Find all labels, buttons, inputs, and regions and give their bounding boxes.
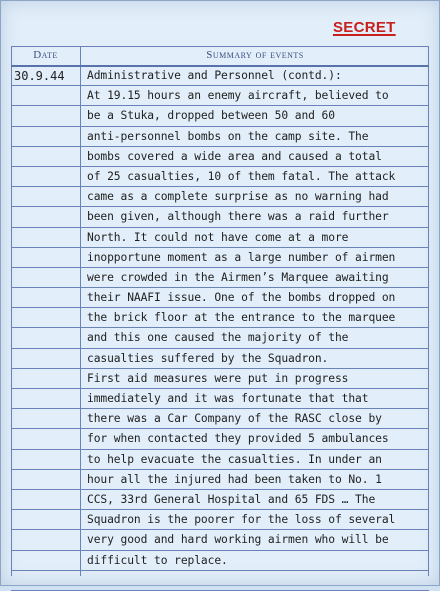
summary-line: and this one caused the majority of the	[87, 331, 349, 345]
summary-line: hour all the injured had been taken to No. 1	[87, 472, 382, 486]
table-row	[11, 349, 429, 369]
summary-line: of 25 casualties, 10 of them fatal. The attack	[87, 169, 396, 183]
summary-line: for when contacted they provided 5 ambulances	[87, 432, 389, 446]
table-row	[11, 510, 429, 530]
summary-line: been given, although there was a raid further	[87, 210, 389, 224]
summary-line: their NAAFI issue. One of the bombs dropped on	[87, 291, 396, 305]
table-row	[11, 429, 429, 449]
table-row	[11, 127, 429, 147]
table-row	[11, 66, 429, 86]
summary-line: immediately and it was fortunate that that	[87, 392, 369, 405]
table-row	[11, 228, 429, 248]
date-column-header: Date	[33, 49, 58, 61]
table-row	[11, 308, 429, 328]
summary-line: the brick floor at the entrance to the marquee	[87, 311, 396, 325]
table-row	[11, 470, 429, 490]
table-row	[11, 409, 429, 429]
table-row	[11, 248, 429, 268]
summary-line: Squadron is the poorer for the loss of several	[87, 513, 396, 527]
secret-stamp: SECRET	[333, 19, 396, 36]
table-row	[11, 389, 429, 409]
summary-line: CCS, 33rd General Hospital and 65 FDS … The	[87, 492, 376, 506]
table-row	[11, 571, 429, 591]
summary-line: casualties suffered by the Squadron.	[87, 351, 329, 365]
table-row	[11, 147, 429, 167]
table-row	[11, 328, 429, 348]
table-header	[11, 46, 429, 67]
entry-date: 30.9.44	[14, 69, 65, 83]
events-table	[11, 46, 429, 576]
summary-line: bombs covered a wide area and caused a total	[87, 149, 382, 163]
table-row	[11, 187, 429, 207]
summary-line: inopportune moment as a large number of airmen	[87, 250, 396, 264]
table-row	[11, 450, 429, 470]
summary-line: to help evacuate the casualties. In under an	[87, 452, 382, 466]
summary-line: Administrative and Personnel (contd.):	[87, 69, 342, 82]
entry-rows	[11, 66, 429, 591]
summary-line: very good and hard working airmen who will be	[87, 533, 389, 547]
summary-line: First aid measures were put in progress	[87, 371, 349, 385]
summary-line: North. It could not have come at a more	[87, 230, 349, 244]
table-row	[11, 86, 429, 106]
table-row	[11, 167, 429, 187]
table-row	[11, 551, 429, 571]
table-row	[11, 369, 429, 389]
table-row	[11, 268, 429, 288]
table-row	[11, 530, 429, 550]
table-row	[11, 288, 429, 308]
summary-line: there was a Car Company of the RASC close by	[87, 412, 382, 426]
summary-line: were crowded in the Airmen’s Marquee awaiting	[87, 270, 389, 284]
summary-column-header: Summary of events	[206, 49, 304, 61]
summary-line: At 19.15 hours an enemy aircraft, believed to	[87, 89, 389, 103]
table-row	[11, 490, 429, 510]
summary-line: difficult to replace.	[87, 553, 228, 567]
summary-line: anti-personnel bombs on the camp site. The	[87, 129, 369, 143]
summary-line: be a Stuka, dropped between 50 and 60	[87, 109, 335, 123]
table-row	[11, 106, 429, 126]
summary-line: came as a complete surprise as no warning had	[87, 190, 389, 204]
table-row	[11, 207, 429, 227]
